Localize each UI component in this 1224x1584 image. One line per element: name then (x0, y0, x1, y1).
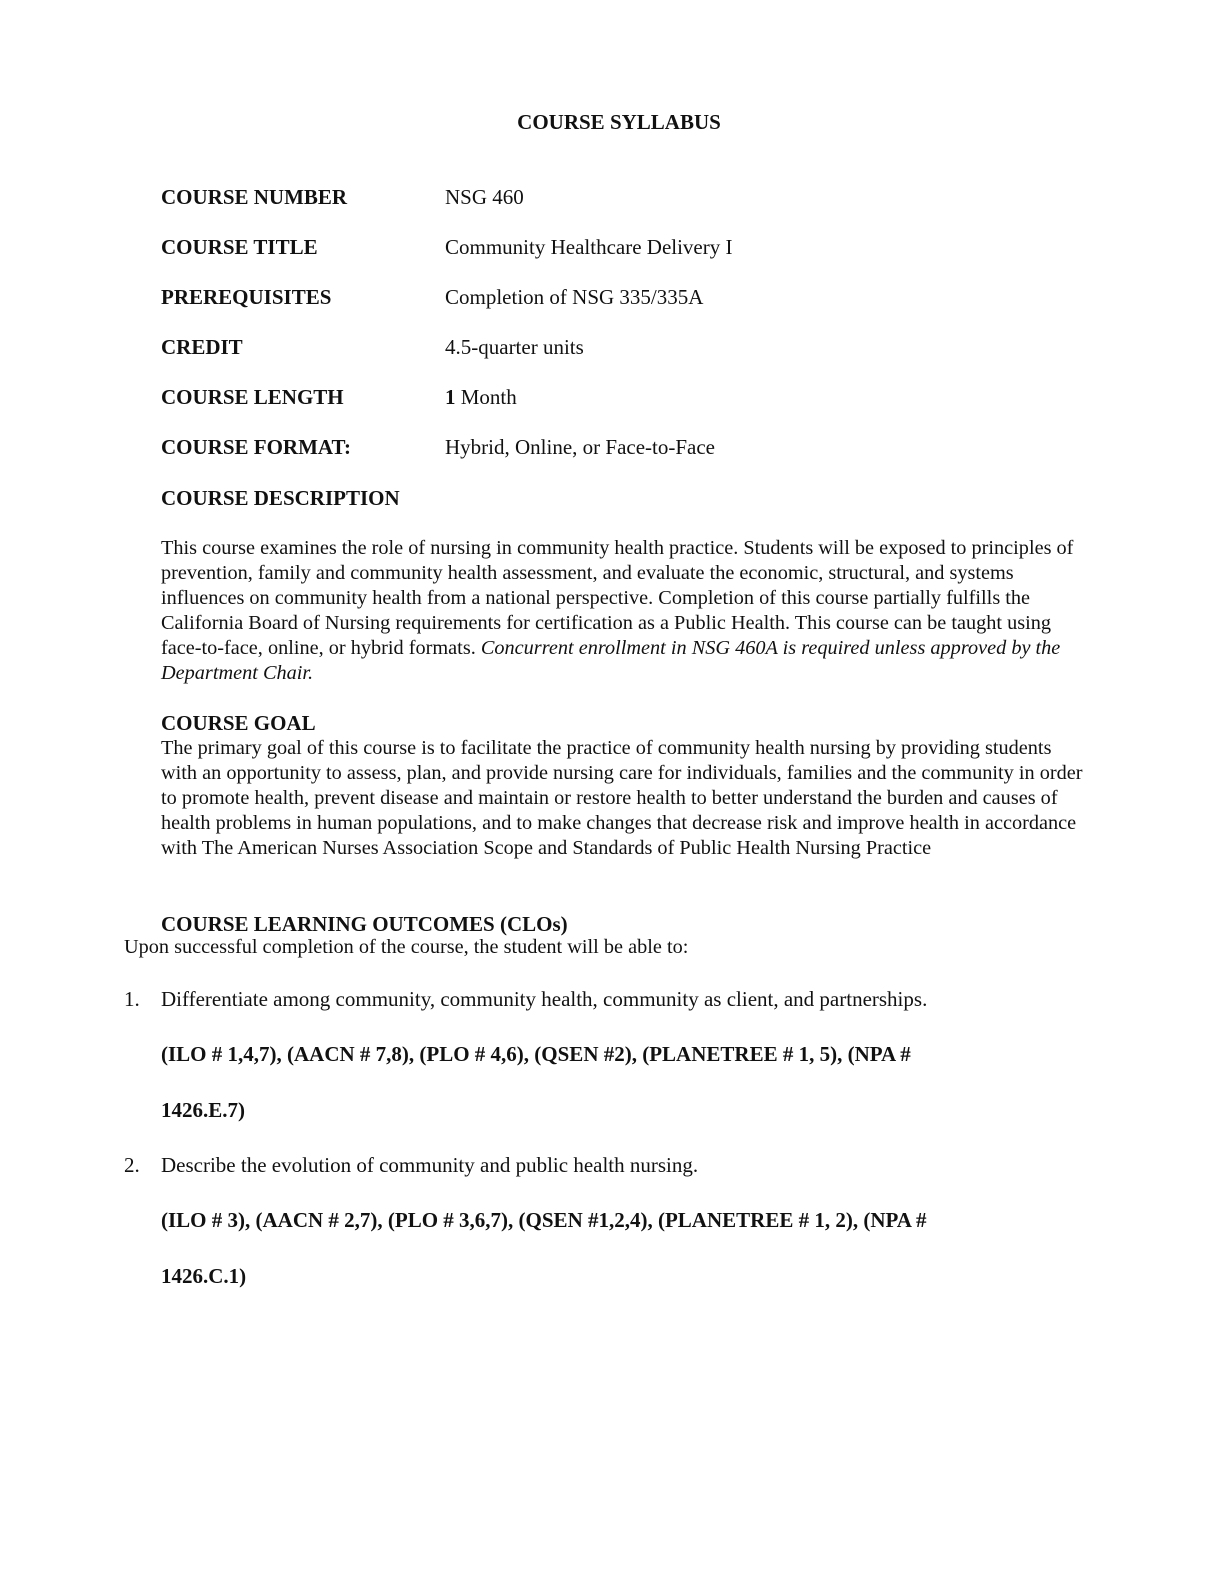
outcome-1-text: Differentiate among community, community health, community as client, and partnerships. (161, 987, 928, 1011)
course-title-label: COURSE TITLE (161, 235, 318, 259)
course-length-label: COURSE LENGTH (161, 385, 344, 409)
course-length-unit: Month (460, 385, 517, 409)
outcome-2-mapping-line2: 1426.C.1) (161, 1264, 247, 1288)
outcome-1-mapping-line2: 1426.E.7) (161, 1098, 245, 1122)
prerequisites-value: Completion of NSG 335/335A (445, 285, 704, 309)
learning-outcomes-heading: COURSE LEARNING OUTCOMES (CLOs) (161, 912, 568, 936)
outcome-2-mapping-line1: (ILO # 3), (AACN # 2,7), (PLO # 3,6,7), (QSEN #1,2,4), (PLANETREE # 1, 2), (NPA # (161, 1208, 927, 1232)
course-number-label: COURSE NUMBER (161, 185, 348, 209)
course-goal-heading: COURSE GOAL (161, 711, 316, 735)
course-format-label: COURSE FORMAT: (161, 435, 351, 459)
outcome-1-mapping-line1: (ILO # 1,4,7), (AACN # 7,8), (PLO # 4,6), (QSEN #2), (PLANETREE # 1, 5), (NPA # (161, 1042, 911, 1066)
document-title: COURSE SYLLABUS (517, 110, 721, 134)
credit-value: 4.5-quarter units (445, 335, 584, 359)
course-description-note: Concurrent enrollment in NSG 460A is required unless approved by the Department Chair. (161, 637, 1061, 684)
course-number-value: NSG 460 (445, 185, 524, 209)
outcome-2-text: Describe the evolution of community and public health nursing. (161, 1153, 699, 1177)
outcome-1-number: 1. (124, 987, 140, 1011)
learning-outcomes-intro: Upon successful completion of the course, the student will be able to: (124, 936, 689, 958)
course-format-value: Hybrid, Online, or Face-to-Face (445, 435, 715, 459)
course-length-number: 1 (445, 385, 456, 409)
outcome-2-number: 2. (124, 1153, 140, 1177)
course-description-body: This course examines the role of nursing in community health practice. Students will be exposed to principles of prevention, family and community health assessment, and evaluate the economic, structural, and systems influences on community health from a national perspective. Completion of this course partially fulfills the California Board of Nursing requirements for certification as a Public Health. This course can be taught using face-to-face, online, or hybrid formats. (161, 537, 1074, 659)
course-description-heading: COURSE DESCRIPTION (161, 486, 400, 510)
course-goal-text: The primary goal of this course is to facilitate the practice of community health nursing by providing students with an opportunity to assess, plan, and provide nursing care for individuals, families and the community in order to promote health, prevent disease and maintain or restore health to better understand the burden and causes of health problems in human populations, and to make changes that decrease risk and improve health in accordance with The American Nurses Association Scope and Standards of Public Health Nursing Practice (161, 737, 1083, 859)
course-title-value: Community Healthcare Delivery I (445, 235, 733, 259)
prerequisites-label: PREREQUISITES (161, 285, 332, 309)
course-description-text (161, 536, 1091, 686)
credit-label: CREDIT (161, 335, 243, 359)
course-length-value (445, 385, 517, 409)
